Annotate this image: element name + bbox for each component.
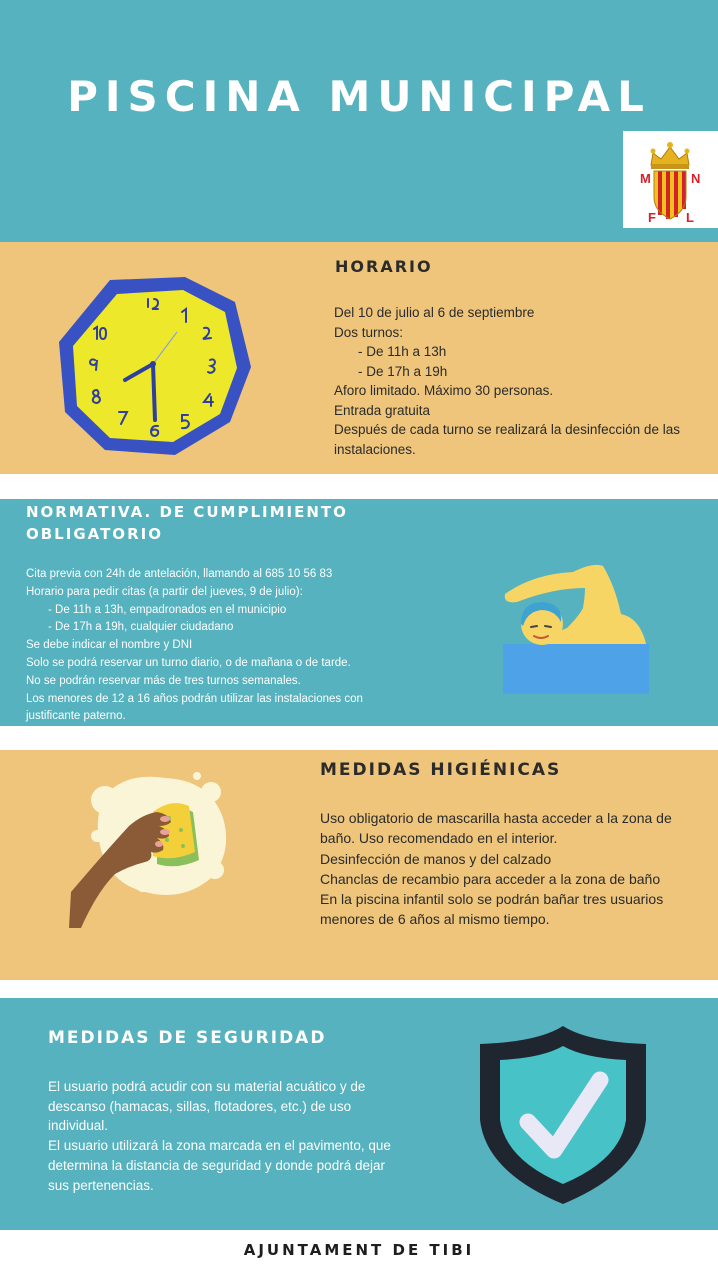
seguridad-line: sus pertenencias. (48, 1177, 154, 1193)
normativa-line: justificante paterno. (26, 710, 126, 723)
higienicas-text (320, 808, 672, 930)
horario-line: Entrada gratuita (334, 402, 431, 418)
horario-line: Después de cada turno se realizará la desinfección de las (334, 422, 680, 437)
higienicas-line: Desinfección de manos y del calzado (320, 850, 552, 867)
normativa-line: Los menores de 12 a 16 años podrán utilizar las instalaciones con (26, 692, 363, 705)
normativa-heading (26, 501, 348, 545)
page-title: PISCINA MUNICIPAL (67, 72, 651, 121)
higienicas-line: Uso obligatorio de mascarilla hasta acceder a la zona de (320, 810, 672, 826)
crest-letter-l: L (686, 210, 694, 225)
higienicas-line: baño. Uso recomendado en el interior. (320, 830, 558, 847)
footer-text: AJUNTAMENT DE TIBI (243, 1241, 475, 1259)
seguridad-line: El usuario podrá acudir con su material acuático y de (48, 1079, 366, 1094)
normativa-line: - De 17h a 19h, cualquier ciudadano (48, 621, 234, 634)
horario-text (334, 303, 680, 459)
normativa-heading-line2: OBLIGATORIO (26, 525, 163, 543)
crest-letter-n: N (691, 171, 701, 186)
normativa-line: Solo se podrá reservar un turno diario, o de mañana o de tarde. (26, 656, 351, 669)
higienicas-line: En la piscina infantil solo se podrán bañar tres usuarios (320, 891, 664, 908)
seguridad-text (48, 1077, 391, 1195)
seguridad-heading: MEDIDAS DE SEGURIDAD (48, 1028, 327, 1048)
sponge-hand-icon (65, 766, 235, 931)
normativa-line: No se podrán reservar más de tres turnos semanales. (26, 674, 301, 687)
horario-line: Del 10 de julio al 6 de septiembre (334, 305, 535, 320)
header-band (0, 0, 718, 242)
horario-line: Dos turnos: (334, 324, 404, 340)
seguridad-line: individual. (48, 1118, 109, 1134)
crest-letter-f: F (648, 210, 656, 225)
shield-check-icon (476, 1022, 650, 1208)
clock-icon (55, 272, 255, 462)
normativa-heading-line1: NORMATIVA. DE CUMPLIMIENTO (26, 503, 348, 521)
normativa-text (26, 566, 363, 726)
horario-line: Aforo limitado. Máximo 30 personas. (334, 383, 554, 398)
normativa-line: Cita previa con 24h de antelación, llamando al 685 10 56 83 (26, 568, 333, 580)
higienicas-line: Chanclas de recambio para acceder a la zona de baño (320, 870, 661, 887)
normativa-line: Se debe indicar el nombre y DNI (26, 639, 193, 652)
normativa-line: Horario para pedir citas (a partir del jueves, 9 de julio): (26, 585, 303, 598)
normativa-line: - De 11h a 13h, empadronados en el municipio (48, 603, 287, 616)
swimmer-icon (503, 556, 649, 696)
seguridad-line: descanso (hamacas, sillas, flotadores, etc.) de uso (48, 1098, 352, 1114)
horario-heading: HORARIO (335, 257, 433, 276)
crest-icon (623, 131, 718, 228)
crest-letter-m: M (640, 171, 651, 186)
seguridad-line: El usuario utilizará la zona marcada en el pavimento, que (48, 1138, 391, 1154)
seguridad-line: determina la distancia de seguridad y donde podrá dejar (48, 1157, 385, 1173)
higienicas-heading: MEDIDAS HIGIÉNICAS (320, 760, 562, 780)
higienicas-line: menores de 6 años al mismo tiempo. (320, 911, 550, 928)
horario-line: - De 17h a 19h (358, 363, 448, 379)
horario-line: - De 11h a 13h (358, 344, 447, 359)
horario-line: instalaciones. (334, 441, 416, 457)
